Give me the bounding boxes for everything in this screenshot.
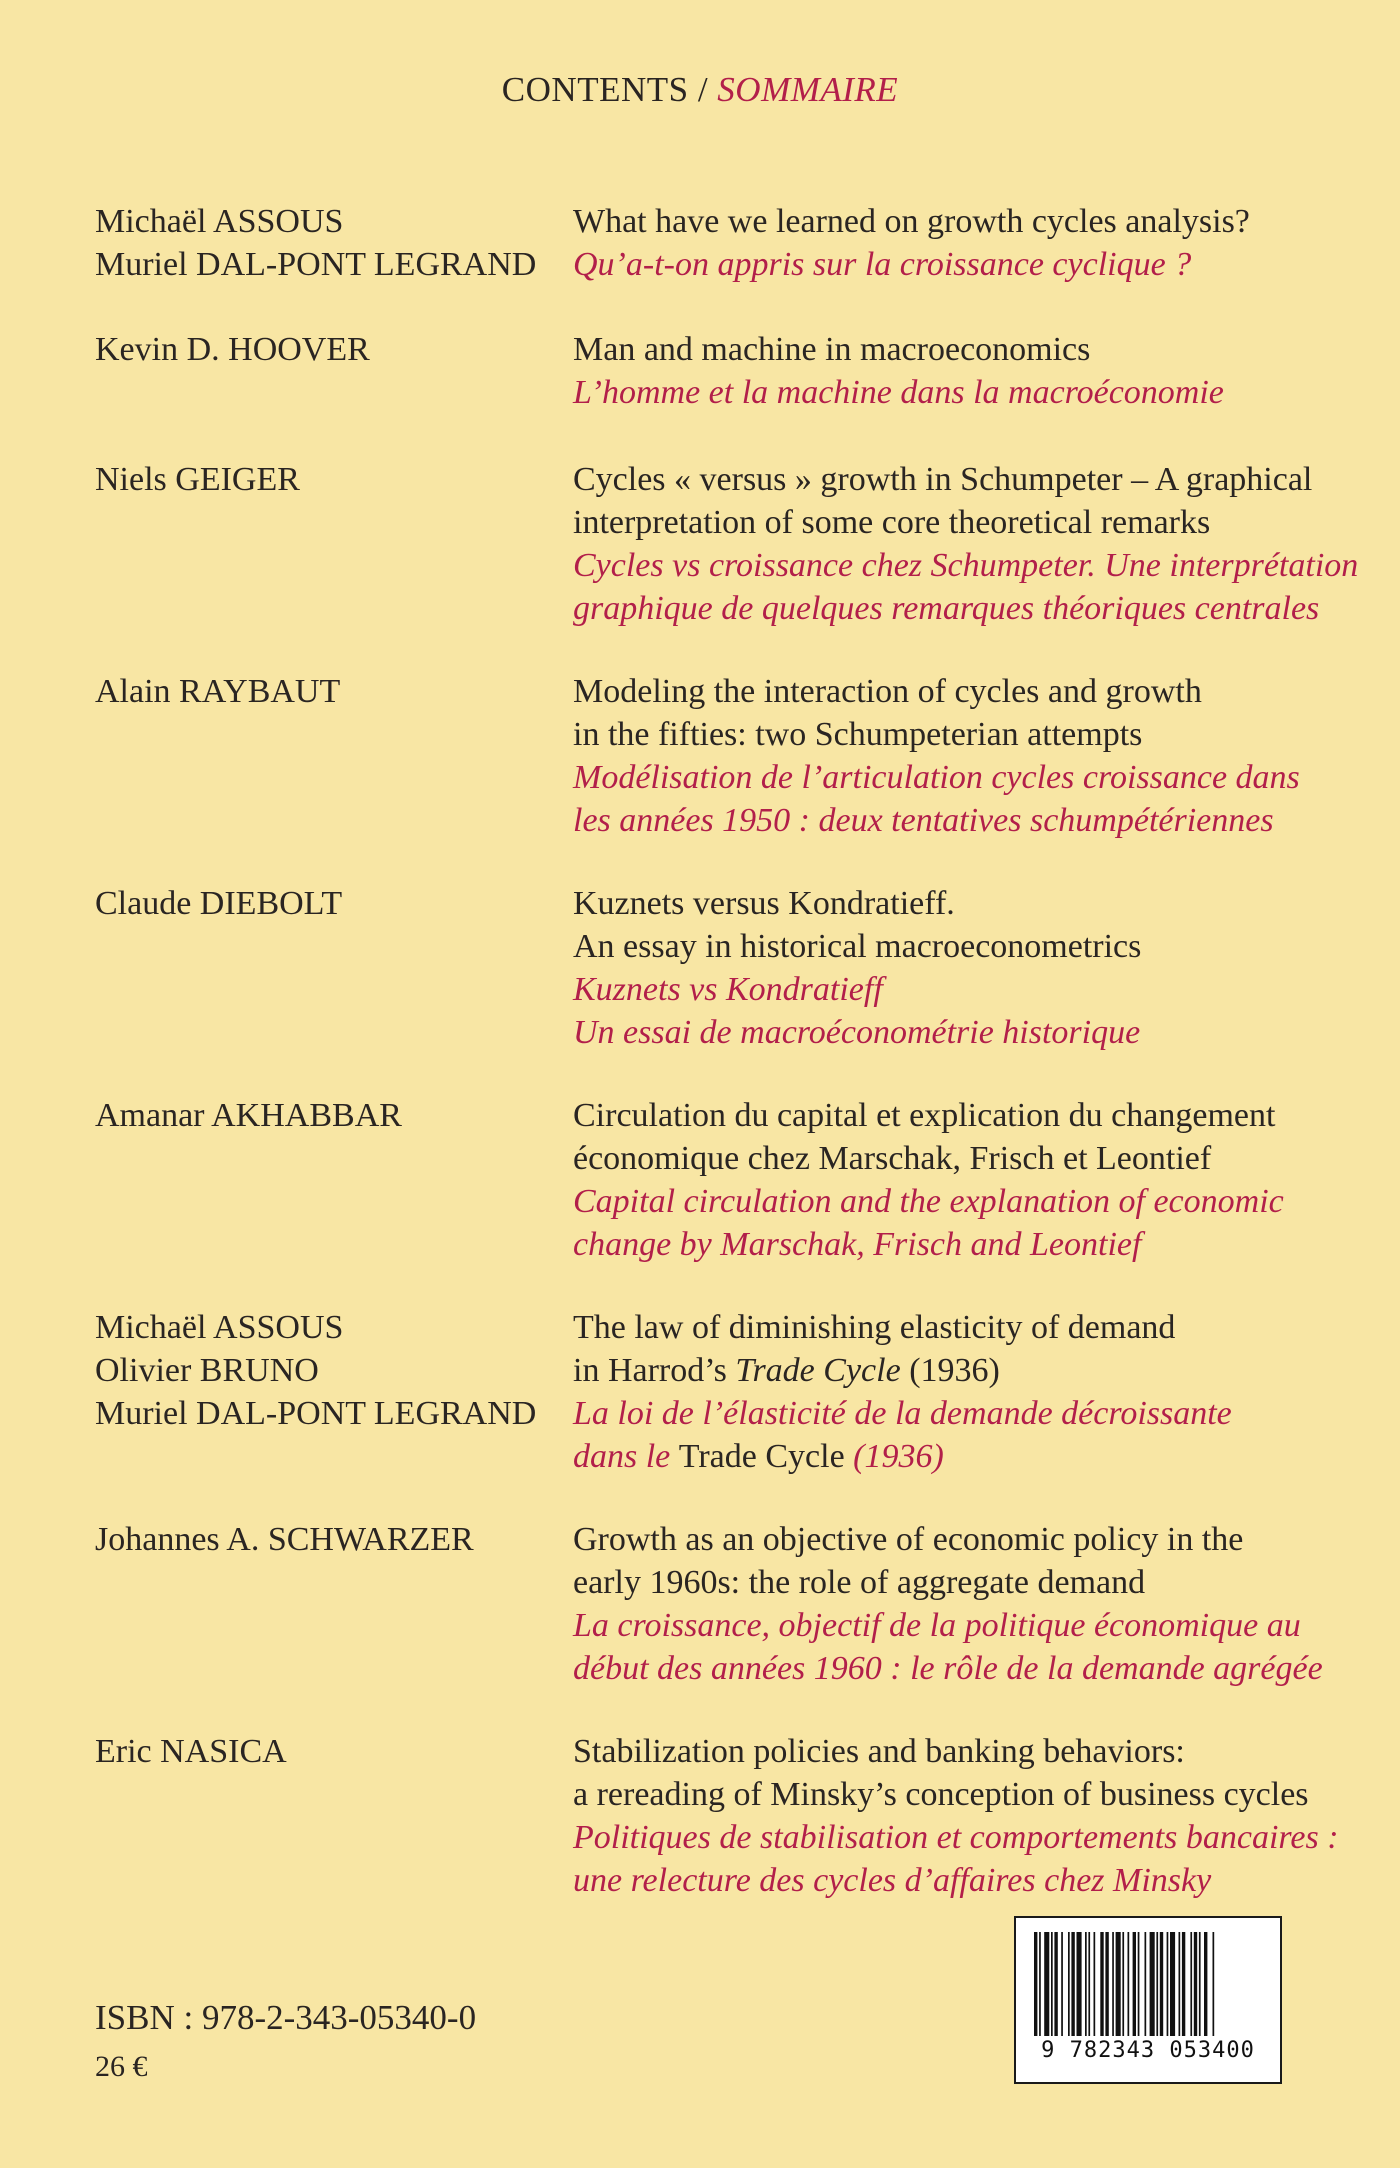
title-french-line: La croissance, objectif de la politique économique au bbox=[573, 1607, 1301, 1644]
title-english-line: An essay in historical macroeconometrics bbox=[573, 928, 1142, 965]
title-english-line: What have we learned on growth cycles analysis? bbox=[573, 203, 1250, 240]
title-english-line: Kuznets versus Kondratieff. bbox=[573, 885, 955, 922]
title-year: (1936) bbox=[900, 1352, 1000, 1389]
isbn-text: ISBN : 978-2-343-05340-0 bbox=[95, 1998, 477, 2037]
title-french-line: Cycles vs croissance chez Schumpeter. Une interprétation bbox=[573, 547, 1359, 584]
title-english-line: The law of diminishing elasticity of demand bbox=[573, 1309, 1176, 1346]
title-french-line: Politiques de stabilisation et comportements bancaires : bbox=[573, 1819, 1339, 1856]
entry-authors bbox=[95, 200, 565, 286]
title-french: SOMMAIRE bbox=[717, 70, 899, 109]
title-text: dans le bbox=[573, 1438, 679, 1475]
entry-authors bbox=[95, 882, 565, 925]
book-title: Trade Cycle bbox=[735, 1352, 901, 1389]
title-french-line: Kuznets vs Kondratieff bbox=[573, 971, 883, 1008]
entry-authors bbox=[95, 328, 565, 371]
title-french-line: change by Marschak, Frisch and Leontief bbox=[573, 1226, 1142, 1263]
entry-titles bbox=[573, 670, 1333, 842]
page-title bbox=[0, 70, 1400, 110]
title-french-line: Qu’a-t-on appris sur la croissance cyclique ? bbox=[573, 246, 1192, 283]
author-name: Johannes A. SCHWARZER bbox=[95, 1521, 474, 1558]
entry-titles bbox=[573, 882, 1333, 1054]
entry-authors bbox=[95, 1094, 565, 1137]
price-text: 26 € bbox=[95, 2050, 148, 2083]
title-english-line: early 1960s: the role of aggregate demand bbox=[573, 1564, 1146, 1601]
entry-titles bbox=[573, 1094, 1333, 1266]
entry-titles bbox=[573, 1730, 1339, 1902]
title-french-line: La loi de l’élasticité de la demande décroissante bbox=[573, 1395, 1232, 1432]
title-english-line: in the fifties: two Schumpeterian attempts bbox=[573, 716, 1143, 753]
author-name: Olivier BRUNO bbox=[95, 1352, 319, 1389]
entry-authors bbox=[95, 1730, 565, 1773]
author-name: Claude DIEBOLT bbox=[95, 885, 343, 922]
author-name: Muriel DAL-PONT LEGRAND bbox=[95, 1395, 537, 1432]
entry-titles bbox=[573, 200, 1333, 286]
title-text: in Harrod’s bbox=[573, 1352, 736, 1389]
title-year: (1936) bbox=[844, 1438, 944, 1475]
title-french-line: L’homme et la machine dans la macroéconomie bbox=[573, 374, 1224, 411]
author-name: Amanar AKHABBAR bbox=[95, 1097, 402, 1134]
title-english-line: économique chez Marschak, Frisch et Leontief bbox=[573, 1140, 1212, 1177]
title-english-line: Stabilization policies and banking behaviors: bbox=[573, 1733, 1185, 1770]
barcode-number: 9 782343 053400 bbox=[1041, 2038, 1255, 2063]
title-english-line: interpretation of some core theoretical remarks bbox=[573, 504, 1211, 541]
title-french-line bbox=[573, 1435, 1333, 1478]
title-french-line: Modélisation de l’articulation cycles croissance dans bbox=[573, 759, 1300, 796]
title-french-line: Capital circulation and the explanation of economic bbox=[573, 1183, 1284, 1220]
title-french-line: une relecture des cycles d’affaires chez Minsky bbox=[573, 1862, 1212, 1899]
book-title: Trade Cycle bbox=[678, 1438, 845, 1475]
barcode bbox=[1014, 1916, 1282, 2084]
barcode-bars-icon bbox=[1032, 1932, 1264, 2036]
entry-titles bbox=[573, 1306, 1333, 1478]
title-english-line: Circulation du capital et explication du changement bbox=[573, 1097, 1276, 1134]
title-french-line: début des années 1960 : le rôle de la demande agrégée bbox=[573, 1650, 1323, 1687]
title-english-line bbox=[573, 1349, 1333, 1392]
author-name: Kevin D. HOOVER bbox=[95, 331, 370, 368]
entry-authors bbox=[95, 670, 565, 713]
author-name: Alain RAYBAUT bbox=[95, 673, 341, 710]
title-english-line: Modeling the interaction of cycles and growth bbox=[573, 673, 1202, 710]
title-french-line: les années 1950 : deux tentatives schumpétériennes bbox=[573, 802, 1274, 839]
entry-authors bbox=[95, 458, 565, 501]
author-name: Muriel DAL-PONT LEGRAND bbox=[95, 246, 537, 283]
author-name: Eric NASICA bbox=[95, 1733, 287, 1770]
title-english-line: Man and machine in macroeconomics bbox=[573, 331, 1091, 368]
entry-titles bbox=[573, 1518, 1333, 1690]
title-french-line: graphique de quelques remarques théoriques centrales bbox=[573, 590, 1320, 627]
entry-titles bbox=[573, 458, 1359, 630]
title-english-line: a rereading of Minsky’s conception of business cycles bbox=[573, 1776, 1309, 1813]
author-name: Michaël ASSOUS bbox=[95, 203, 344, 240]
title-english-line: Cycles « versus » growth in Schumpeter – A graphical bbox=[573, 461, 1313, 498]
author-name: Michaël ASSOUS bbox=[95, 1309, 344, 1346]
author-name: Niels GEIGER bbox=[95, 461, 300, 498]
title-french-line: Un essai de macroéconométrie historique bbox=[573, 1014, 1141, 1051]
entry-authors bbox=[95, 1518, 565, 1561]
entry-authors bbox=[95, 1306, 565, 1435]
title-english: CONTENTS / bbox=[501, 70, 709, 109]
title-english-line: Growth as an objective of economic policy in the bbox=[573, 1521, 1244, 1558]
entry-titles bbox=[573, 328, 1333, 414]
